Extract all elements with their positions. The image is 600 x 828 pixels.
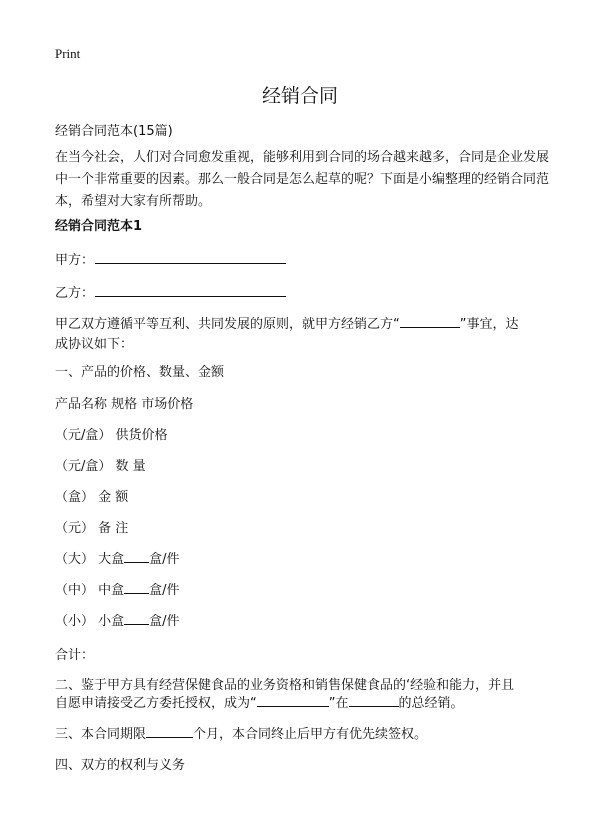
- intro-paragraph: 在当今社会，人们对合同愈发重视，能够利用到合同的场合越来越多，合同是企业发展中一个非常重要的因素。那么一般合同是怎么起草的呢？下面是小编整理的经销合同范本，希望对大家有所帮助。: [55, 150, 550, 209]
- document-title: 经销合同: [261, 85, 338, 107]
- clause1-heading: 一、产品的价格、数量、金额: [55, 365, 225, 380]
- row-medium-box: [55, 579, 180, 598]
- print-link[interactable]: Print: [55, 46, 81, 61]
- row-remark: （元） 备 注: [55, 521, 129, 536]
- row-supply-price: （元/盒） 供货价格: [55, 428, 168, 443]
- agreement-text-1: 甲乙双方遵循平等互利、共同发展的原则，就甲方经销乙方“: [55, 317, 400, 332]
- party-b-blank: [95, 296, 286, 297]
- row-small-box: [55, 610, 180, 629]
- row-quantity: （元/盒） 数 量: [55, 459, 146, 474]
- region-blank: [349, 694, 399, 707]
- row-large-prefix: （大） 大盒: [55, 552, 125, 567]
- distributor-blank: [257, 694, 329, 707]
- large-box-blank: [124, 550, 149, 563]
- row-amount: （盒） 金 额: [55, 490, 129, 505]
- agreement-text-2: ”事宜，达: [459, 317, 519, 332]
- party-b-label: 乙方：: [55, 286, 95, 301]
- party-a-label: 甲方：: [55, 253, 95, 268]
- small-box-blank: [124, 612, 149, 625]
- product-blank: [400, 315, 460, 328]
- clause4-heading: 四、双方的权利与义务: [55, 758, 186, 773]
- clause2-text-1: 自愿申请接受乙方委托授权，成为“: [55, 696, 257, 711]
- row-large-box: [55, 548, 180, 567]
- clause2-text-3: 的总经销。: [398, 696, 464, 711]
- clause2-text-2: ”在: [328, 696, 349, 711]
- section-heading: 经销合同范本1: [55, 219, 143, 234]
- clause2-line1: 二、鉴于甲方具有经营保健食品的业务资格和销售保健食品的‘经验和能力，并且: [55, 678, 515, 693]
- row-medium-unit: 盒/件: [149, 583, 180, 598]
- document-subtitle: 经销合同范本(15篇): [55, 124, 173, 139]
- clause2-line2: [55, 692, 464, 711]
- table-header: 产品名称 规格 市场价格: [55, 397, 194, 412]
- row-medium-prefix: （中） 中盒: [55, 583, 125, 598]
- agreement-line: [55, 313, 519, 332]
- medium-box-blank: [124, 581, 149, 594]
- agreement-line-2: 成协议如下：: [55, 337, 134, 352]
- row-large-unit: 盒/件: [149, 552, 180, 567]
- row-small-unit: 盒/件: [149, 614, 180, 629]
- clause3-text-1: 三、本合同期限: [55, 727, 147, 742]
- row-small-prefix: （小） 小盒: [55, 614, 125, 629]
- clause3-line: [55, 723, 427, 742]
- clause3-text-2: 个月，本合同终止后甲方有优先续签权。: [193, 727, 428, 742]
- term-blank: [146, 725, 193, 738]
- party-a-blank: [95, 263, 286, 264]
- total-label: 合计：: [55, 648, 95, 663]
